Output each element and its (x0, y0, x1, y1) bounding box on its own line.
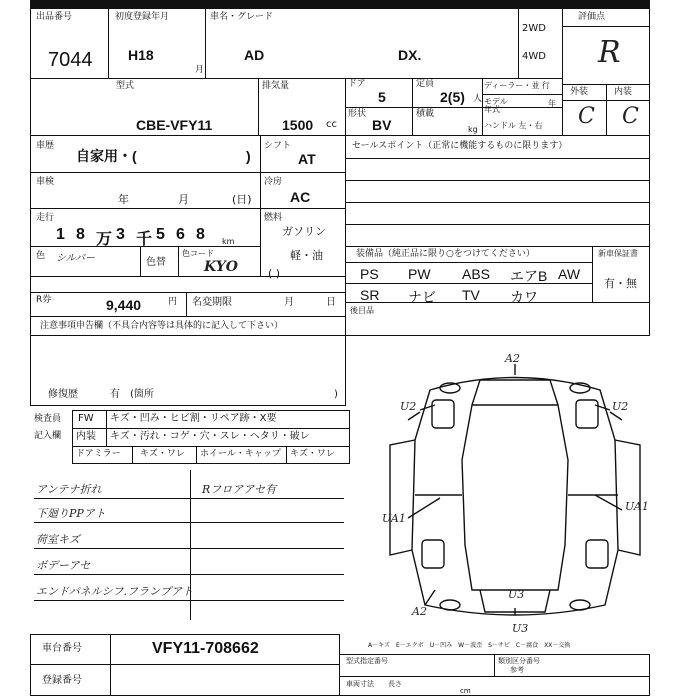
check-row-3-head: ドアミラー (76, 449, 121, 459)
mileage-digit: 8 (196, 226, 205, 243)
model-year-unit: 年 (548, 99, 556, 108)
ac-label: 冷房 (264, 177, 283, 187)
car-name-value: AD (244, 47, 265, 63)
interior-label: 内装 (614, 87, 633, 97)
handle-label: ハンドル 左・右 (484, 121, 543, 130)
registration-label: 登録番号 (42, 675, 82, 686)
handwritten-note-right: Rフロアアセ有 (202, 483, 277, 496)
mileage-digit: 万 (96, 231, 113, 248)
recycle-value: 9,440 (106, 297, 142, 313)
shift-value: AT (298, 151, 316, 167)
exterior-label: 外装 (570, 87, 589, 97)
displacement-unit: cc (326, 119, 337, 130)
doors-value: 5 (378, 89, 386, 105)
first-reg-label: 初度登録年月 (115, 12, 170, 22)
recycle-label: R券 (36, 295, 52, 305)
tax-month: 月 (284, 297, 294, 308)
warranty-value: 有・無 (604, 277, 637, 290)
damage-legend: A－キズ E－エクボ U－凹み W－波歪 S－サビ C－腐食 XX－交換 (368, 642, 571, 649)
usage-close: ) (246, 148, 251, 164)
equipment-item: ナビ (408, 289, 436, 305)
load-unit: kg (468, 125, 478, 134)
fuel-label: 燃料 (264, 213, 283, 223)
equipment-item: PW (408, 266, 431, 282)
displacement-value: 1500 (282, 117, 314, 133)
car-damage-diagram (380, 350, 650, 635)
inspection-label: 車検 (36, 177, 55, 187)
lot-value: 7044 (48, 49, 93, 71)
mileage-digit: 5 (156, 226, 165, 243)
footer-f5: 長さ (388, 680, 402, 688)
rear-seat-label: 後目品 (350, 306, 374, 315)
handwritten-note-3: 荷室キズ (36, 533, 80, 546)
capacity-unit: 人 (473, 94, 483, 104)
handwritten-note-5: エンドパネルシフ.フランプアト (36, 585, 194, 598)
body-type-value: BV (372, 117, 392, 133)
equipment-item: PS (360, 266, 379, 282)
diagram-mark: U3 (512, 622, 529, 635)
color-code-label: 色コード (182, 249, 214, 258)
equipment-item: カワ (510, 289, 538, 305)
handwritten-note-2: 下廻りPPアト (36, 507, 106, 520)
shift-label: シフト (264, 141, 292, 151)
model-value: CBE-VFY11 (136, 117, 213, 133)
top-strip (30, 0, 650, 8)
rating-value: R (598, 35, 621, 70)
checker-label-2: 記入欄 (34, 431, 62, 441)
handwritten-note-1: アンテナ折れ (36, 483, 102, 496)
car-grade-value: DX. (398, 47, 422, 63)
model-label: 型式 (116, 81, 135, 91)
inspection-day: (日) (232, 193, 252, 206)
ac-value: AC (290, 189, 311, 205)
car-name-label: 車名・グレード (210, 12, 274, 22)
exterior-value: C (578, 104, 595, 129)
first-reg-month: 月 (195, 65, 205, 75)
diagram-mark: UA1 (382, 512, 406, 525)
lot-label: 出品番号 (36, 12, 73, 22)
doors-label: ドア (348, 79, 366, 89)
check-row-3-extra2: キズ・ワレ (290, 449, 335, 459)
equipment-item: TV (462, 287, 480, 303)
check-row-2-head: 内装 (76, 431, 96, 442)
diagram-mark: U2 (612, 400, 629, 413)
capacity-value: 2(5) (440, 89, 465, 105)
footer-f2: 類別区分番号 (498, 657, 540, 665)
check-row-1-text: キズ・凹み・ヒビ割・リペア跡・X要 (110, 413, 277, 424)
equipment-item: SR (360, 287, 380, 303)
model-year-label: モデル年式 (484, 97, 508, 114)
interior-value: C (622, 104, 639, 129)
inspection-year: 年 (118, 193, 129, 206)
equipment-item: ABS (462, 266, 491, 282)
displacement-label: 排気量 (262, 81, 290, 91)
recycle-unit: 円 (168, 297, 178, 307)
repair-label: 修復歴 (48, 389, 78, 400)
color-change-label: 色替 (146, 257, 166, 268)
body-type-label: 形状 (348, 109, 367, 119)
repair-close: ) (334, 389, 338, 400)
diagram-mark: A2 (412, 605, 427, 618)
drive-4wd: 4WD (522, 51, 546, 62)
color-code: KYO (204, 259, 238, 275)
diagram-mark: U3 (508, 588, 525, 601)
usage-value: 自家用・( (76, 148, 137, 164)
first-reg-value: H18 (128, 47, 154, 63)
mileage-digit: 8 (76, 226, 85, 243)
mileage-unit: km (222, 237, 235, 246)
color-value: シルバー (56, 253, 96, 264)
drive-2wd: 2WD (522, 23, 546, 34)
equipment-item: AW (558, 266, 581, 282)
checker-label-1: 検査員 (34, 414, 62, 424)
footer-f1: 型式指定番号 (346, 657, 388, 665)
handwritten-note-4: ボデーアセ (36, 559, 91, 572)
repair-value: 有 (110, 389, 120, 400)
diagram-mark: A2 (505, 352, 520, 365)
mileage-digit: 1 (56, 226, 65, 243)
mileage-digit: 3 (116, 226, 125, 243)
tax-day: 日 (326, 297, 336, 308)
rating-label: 評価点 (578, 12, 606, 22)
fuel-diesel: 軽・油 (290, 249, 323, 262)
diagram-mark: UA1 (625, 500, 649, 513)
check-row-3-text: キズ・ワレ (140, 449, 185, 459)
mileage-digit: 6 (176, 226, 185, 243)
check-row-2-text: キズ・汚れ・コゲ・穴・スレ・ヘタリ・破レ (110, 431, 310, 442)
equipment-label: 装備品（純正品に限り○をつけてください） (356, 249, 535, 259)
tax-label: 名変期限 (192, 297, 232, 308)
capacity-label: 定員 (416, 79, 435, 89)
diagram-mark: U2 (400, 400, 417, 413)
fuel-value: ガソリン (282, 225, 326, 238)
header-block (30, 8, 650, 136)
mileage-digit: 千 (136, 231, 153, 248)
usage-label: 車歴 (36, 141, 55, 151)
check-row-1-head: FW (78, 413, 94, 424)
fuel-paren: ( ) (268, 267, 281, 280)
chassis-label: 車台番号 (42, 643, 82, 654)
equipment-item: エアB (510, 268, 548, 284)
chassis-value: VFY11-708662 (152, 640, 259, 657)
dealer-label: ディーラー・並 行 (484, 81, 550, 90)
load-label: 積載 (416, 109, 435, 119)
color-label: 色 (36, 251, 46, 261)
check-row-3-extra1: ホイール・キャップ (200, 449, 281, 459)
warranty-label: 新車保証書 (598, 249, 638, 258)
footer-f3: 参考 (510, 666, 524, 674)
mileage-label: 走行 (36, 213, 55, 223)
footer-f6: cm (460, 687, 471, 695)
inspection-month: 月 (178, 193, 189, 206)
notes-label: 注意事項申告欄（不具合内容等は具体的に記入して下さい） (40, 321, 284, 331)
repair-loc: (箇所 (130, 389, 154, 400)
footer-f4: 車両寸法 (346, 680, 374, 688)
sales-point-label: セールスポイント（正常に機能するものに限ります） (352, 141, 568, 151)
